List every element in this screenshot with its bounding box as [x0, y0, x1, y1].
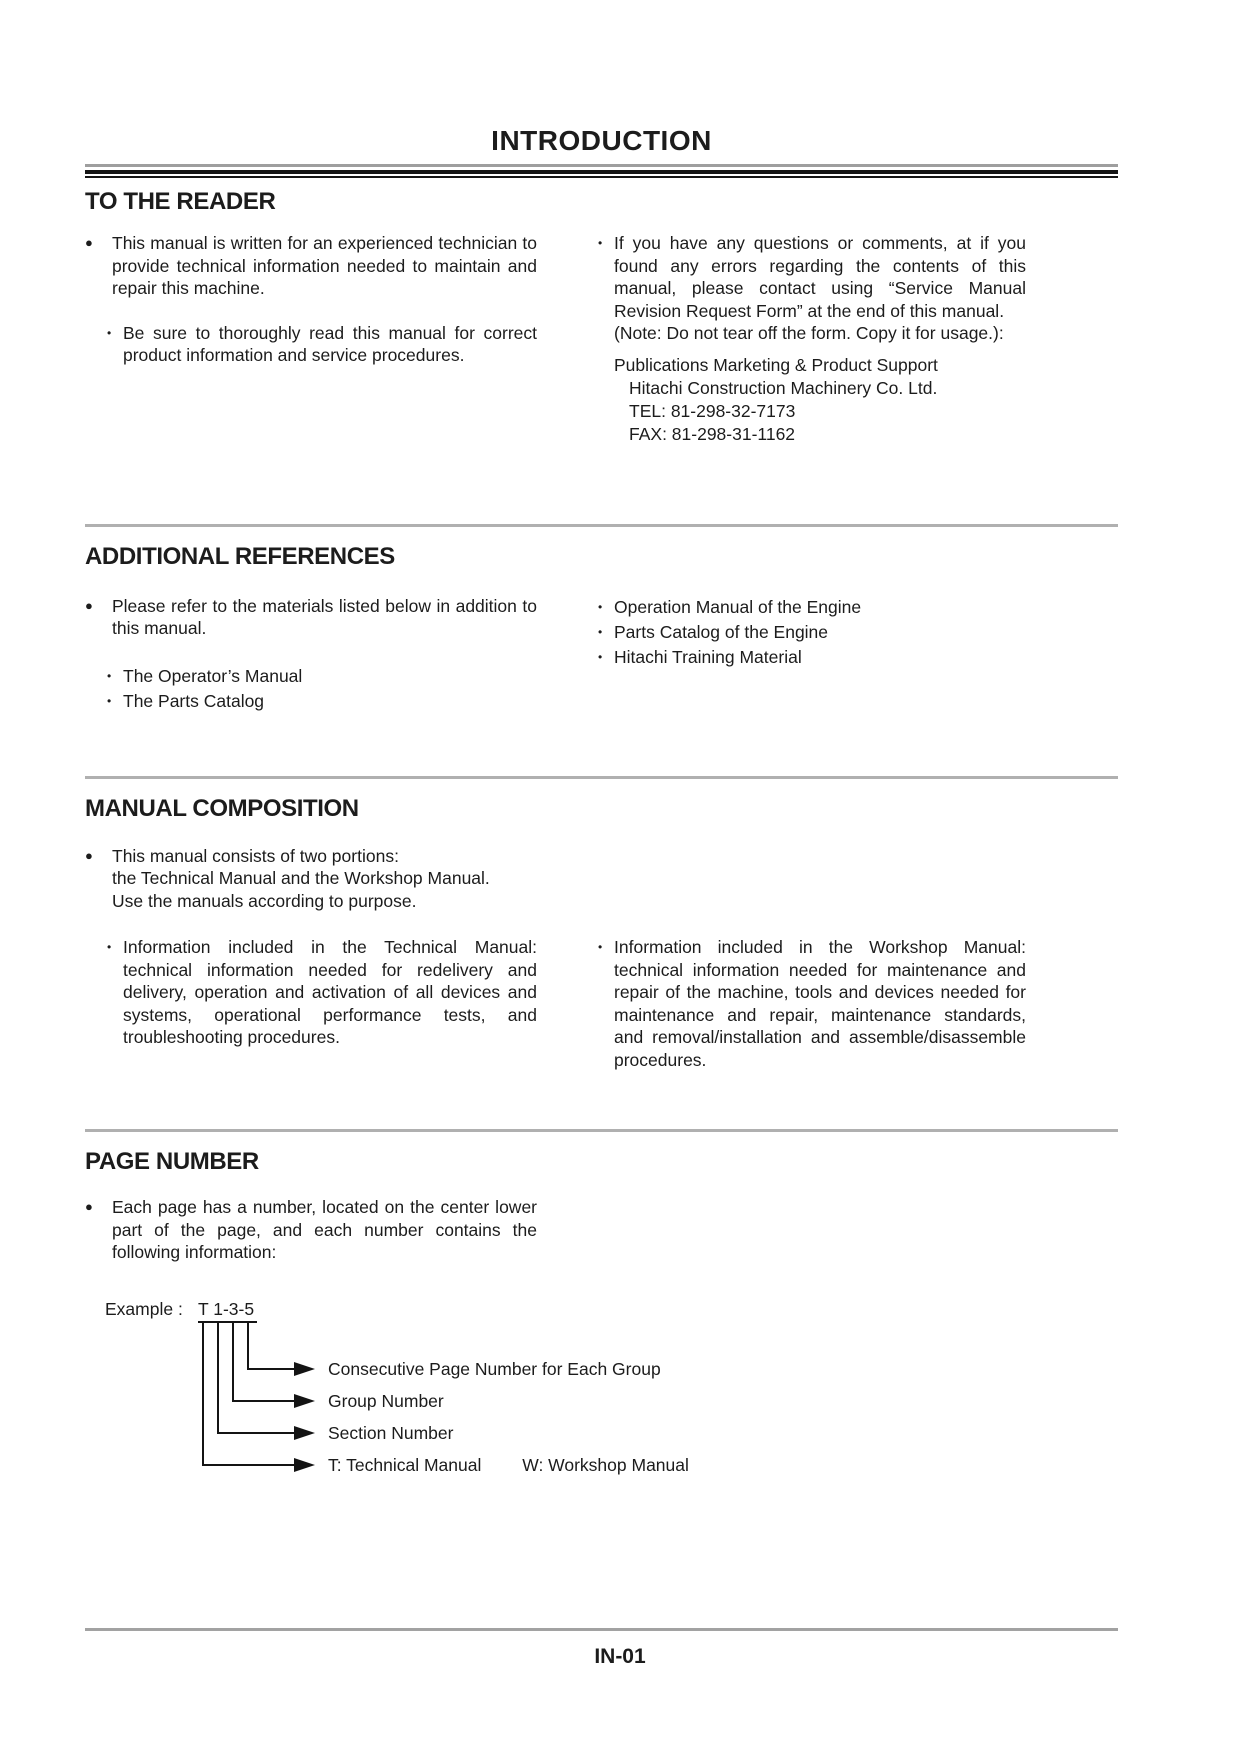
connector-arm-manual-type — [202, 1464, 295, 1466]
list-item — [598, 645, 1026, 670]
page-content — [85, 0, 1118, 1513]
dot-icon: • — [598, 236, 603, 250]
dot-icon: • — [598, 649, 603, 664]
composition-line-2: the Technical Manual and the Workshop Manual. — [112, 868, 490, 888]
paragraph-refer-materials: Please refer to the materials listed below in addition to this manual. — [112, 595, 537, 638]
paragraph-page-number-info: Each page has a number, located on the center lower part of the page, and each number contains the following information: — [112, 1197, 537, 1262]
section-heading-additional-references: ADDITIONAL REFERENCES — [85, 542, 395, 570]
list-item — [598, 232, 1026, 446]
title-rule-gray — [85, 164, 1118, 167]
section-page-number — [85, 1148, 1118, 1513]
section-divider — [85, 1129, 1118, 1132]
footer-rule — [85, 1628, 1118, 1631]
contact-block — [614, 354, 1026, 446]
connector-arm-section — [217, 1432, 295, 1434]
paragraph-questions: If you have any questions or comments, at if you found any errors regarding the contents of this manual, please contact using “Service Manual Revision Request Form” at the end of this manual. — [614, 233, 1026, 321]
page-title: INTRODUCTION — [491, 125, 712, 156]
reference-operators-manual: The Operator’s Manual — [123, 665, 303, 686]
list-item — [107, 689, 537, 714]
section-divider — [85, 776, 1118, 779]
bullet-icon: ● — [85, 597, 93, 613]
section-to-the-reader — [85, 188, 1118, 446]
paragraph-workshop-manual: Information included in the Workshop Manual: technical information needed for maintenance and repair of the machine, tools and devices needed for maintenance and repair, maintenance standards, and removal/installation and assemble/disassemble procedures. — [614, 937, 1026, 1070]
paragraph-manual-purpose: This manual is written for an experienced technician to provide technical information needed to maintain and repair this machine. — [112, 233, 537, 298]
arrow-right-icon — [294, 1394, 315, 1408]
contact-fax: FAX: 81-298-31-1162 — [629, 423, 796, 444]
section-heading-manual-composition: MANUAL COMPOSITION — [85, 794, 359, 822]
connector-line-group — [232, 1323, 234, 1402]
composition-line-3: Use the manuals according to purpose. — [112, 890, 417, 911]
connector-line-t — [202, 1323, 204, 1466]
contact-org: Publications Marketing & Product Support — [614, 354, 938, 375]
bullet-icon: ● — [85, 235, 93, 250]
title-rule-thin — [85, 176, 1118, 178]
reference-parts-catalog: The Parts Catalog — [123, 690, 265, 711]
list-item — [85, 845, 537, 913]
page-number-intro-column — [85, 1196, 537, 1264]
additional-references-right-column — [598, 595, 1026, 714]
title-rule-thick — [85, 170, 1118, 174]
section-heading-page-number: PAGE NUMBER — [85, 1148, 259, 1175]
example-code: T 1-3-5 — [198, 1298, 257, 1323]
bullet-icon: ● — [85, 1199, 93, 1214]
paragraph-two-portions — [112, 845, 537, 913]
composition-line-1: This manual consists of two portions: — [112, 845, 399, 866]
paragraph-technical-manual: Information included in the Technical Manual: technical information needed for redelivery and delivery, operation and activation of all devices and systems, operational performance tests, and troubleshooting procedures. — [123, 937, 537, 1047]
list-item — [107, 664, 537, 689]
reference-engine-operation-manual: Operation Manual of the Engine — [614, 596, 862, 617]
list-item — [598, 936, 1026, 1071]
dot-icon: • — [598, 599, 603, 614]
section-additional-references — [85, 543, 1118, 714]
list-item — [598, 620, 1026, 645]
diagram-label-technical: T: Technical Manual — [328, 1454, 482, 1475]
page-number-diagram — [85, 1298, 1118, 1513]
list-item — [85, 936, 537, 1049]
reference-engine-parts-catalog: Parts Catalog of the Engine — [614, 621, 829, 642]
arrow-right-icon — [294, 1362, 315, 1376]
paragraph-note: (Note: Do not tear off the form. Copy it for usage.): — [614, 323, 1004, 343]
diagram-label-section-number: Section Number — [328, 1422, 454, 1443]
diagram-label-manual-type — [328, 1454, 689, 1476]
reference-hitachi-training-material: Hitachi Training Material — [614, 646, 802, 667]
to-the-reader-right-column — [598, 232, 1026, 446]
reference-list-left — [85, 664, 537, 714]
contact-company: Hitachi Construction Machinery Co. Ltd. — [629, 377, 938, 398]
page-number-intro-row — [85, 1196, 1118, 1264]
list-item — [85, 595, 537, 640]
to-the-reader-left-column — [85, 232, 537, 446]
list-item — [598, 595, 1026, 620]
paragraph-read-thoroughly: Be sure to thoroughly read this manual for correct product information and service procedures. — [123, 322, 537, 365]
section-heading-to-the-reader: TO THE READER — [85, 188, 276, 215]
manual-composition-left-column — [85, 936, 537, 1071]
contact-tel: TEL: 81-298-32-7173 — [629, 400, 796, 421]
connector-line-section — [217, 1323, 219, 1434]
additional-references-columns — [85, 595, 1118, 714]
list-item — [85, 232, 537, 300]
dot-icon: • — [107, 940, 112, 954]
diagram-label-group-number: Group Number — [328, 1390, 444, 1411]
arrow-right-icon — [294, 1458, 315, 1472]
bullet-icon: ● — [85, 847, 93, 863]
dot-icon: • — [107, 325, 112, 340]
dot-icon: • — [598, 624, 603, 639]
footer-page-number: IN-01 — [594, 1645, 646, 1668]
additional-references-left-column — [85, 595, 537, 714]
arrow-right-icon — [294, 1426, 315, 1440]
dot-icon: • — [107, 668, 112, 683]
section-manual-composition — [85, 795, 1118, 1072]
diagram-label-consecutive-page: Consecutive Page Number for Each Group — [328, 1358, 661, 1379]
diagram-label-workshop: W: Workshop Manual — [522, 1454, 689, 1475]
list-item — [85, 322, 537, 367]
list-item — [85, 1196, 537, 1264]
dot-icon: • — [598, 940, 603, 954]
connector-line-page — [247, 1323, 249, 1370]
section-divider — [85, 524, 1118, 527]
connector-arm-group — [232, 1400, 295, 1402]
dot-icon: • — [107, 693, 112, 708]
manual-composition-columns — [85, 936, 1118, 1071]
connector-arm-page — [247, 1368, 295, 1370]
example-label: Example : — [105, 1298, 183, 1319]
manual-composition-intro-column — [85, 845, 537, 913]
reference-list-right — [598, 595, 1026, 670]
paragraph-contact-info — [614, 232, 1026, 446]
manual-composition-intro-row — [85, 845, 1118, 913]
manual-composition-right-column — [598, 936, 1026, 1071]
to-the-reader-columns — [85, 232, 1118, 446]
